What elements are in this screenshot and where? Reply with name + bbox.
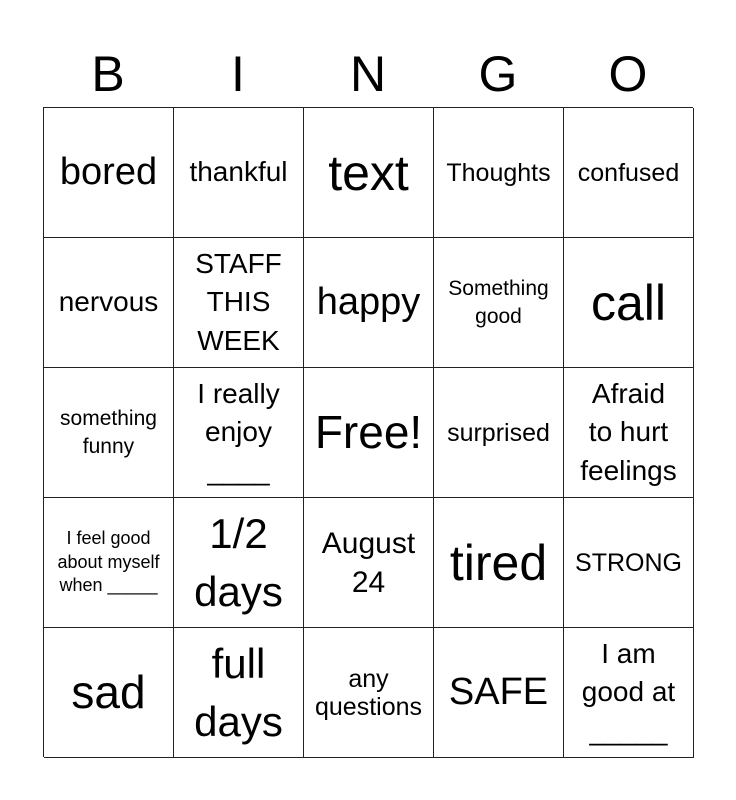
- header-letter-i: I: [231, 46, 245, 102]
- header-letter-o: O: [608, 46, 648, 102]
- header-letter-b: B: [91, 46, 125, 102]
- header-letter-g: G: [478, 46, 518, 102]
- bingo-cell[interactable]: August 24: [304, 498, 434, 628]
- bingo-cell[interactable]: surprised: [434, 368, 564, 498]
- bingo-cell[interactable]: sad: [44, 628, 174, 758]
- bingo-cell[interactable]: full days: [174, 628, 304, 758]
- bingo-cell[interactable]: I really enjoy ____: [174, 368, 304, 498]
- bingo-cell[interactable]: happy: [304, 238, 434, 368]
- bingo-cell[interactable]: I am good at _____: [564, 628, 694, 758]
- bingo-cell[interactable]: Something good: [434, 238, 564, 368]
- bingo-cell[interactable]: Afraid to hurt feelings: [564, 368, 694, 498]
- bingo-cell[interactable]: confused: [564, 108, 694, 238]
- bingo-cell[interactable]: SAFE: [434, 628, 564, 758]
- bingo-cell[interactable]: something funny: [44, 368, 174, 498]
- header-letter-n: N: [349, 46, 387, 102]
- bingo-cell[interactable]: Thoughts: [434, 108, 564, 238]
- bingo-cell[interactable]: call: [564, 238, 694, 368]
- bingo-cell[interactable]: any questions: [304, 628, 434, 758]
- free-space-cell[interactable]: Free!: [304, 368, 434, 498]
- bingo-cell[interactable]: text: [304, 108, 434, 238]
- bingo-cell[interactable]: I feel good about myself when _____: [44, 498, 174, 628]
- bingo-cell[interactable]: STAFF THIS WEEK: [174, 238, 304, 368]
- bingo-cell[interactable]: STRONG: [564, 498, 694, 628]
- bingo-header: [43, 44, 693, 104]
- bingo-cell[interactable]: thankful: [174, 108, 304, 238]
- bingo-cell[interactable]: nervous: [44, 238, 174, 368]
- bingo-cell[interactable]: bored: [44, 108, 174, 238]
- bingo-card-grid: [43, 107, 693, 757]
- bingo-cell[interactable]: 1/2 days: [174, 498, 304, 628]
- bingo-cell[interactable]: tired: [434, 498, 564, 628]
